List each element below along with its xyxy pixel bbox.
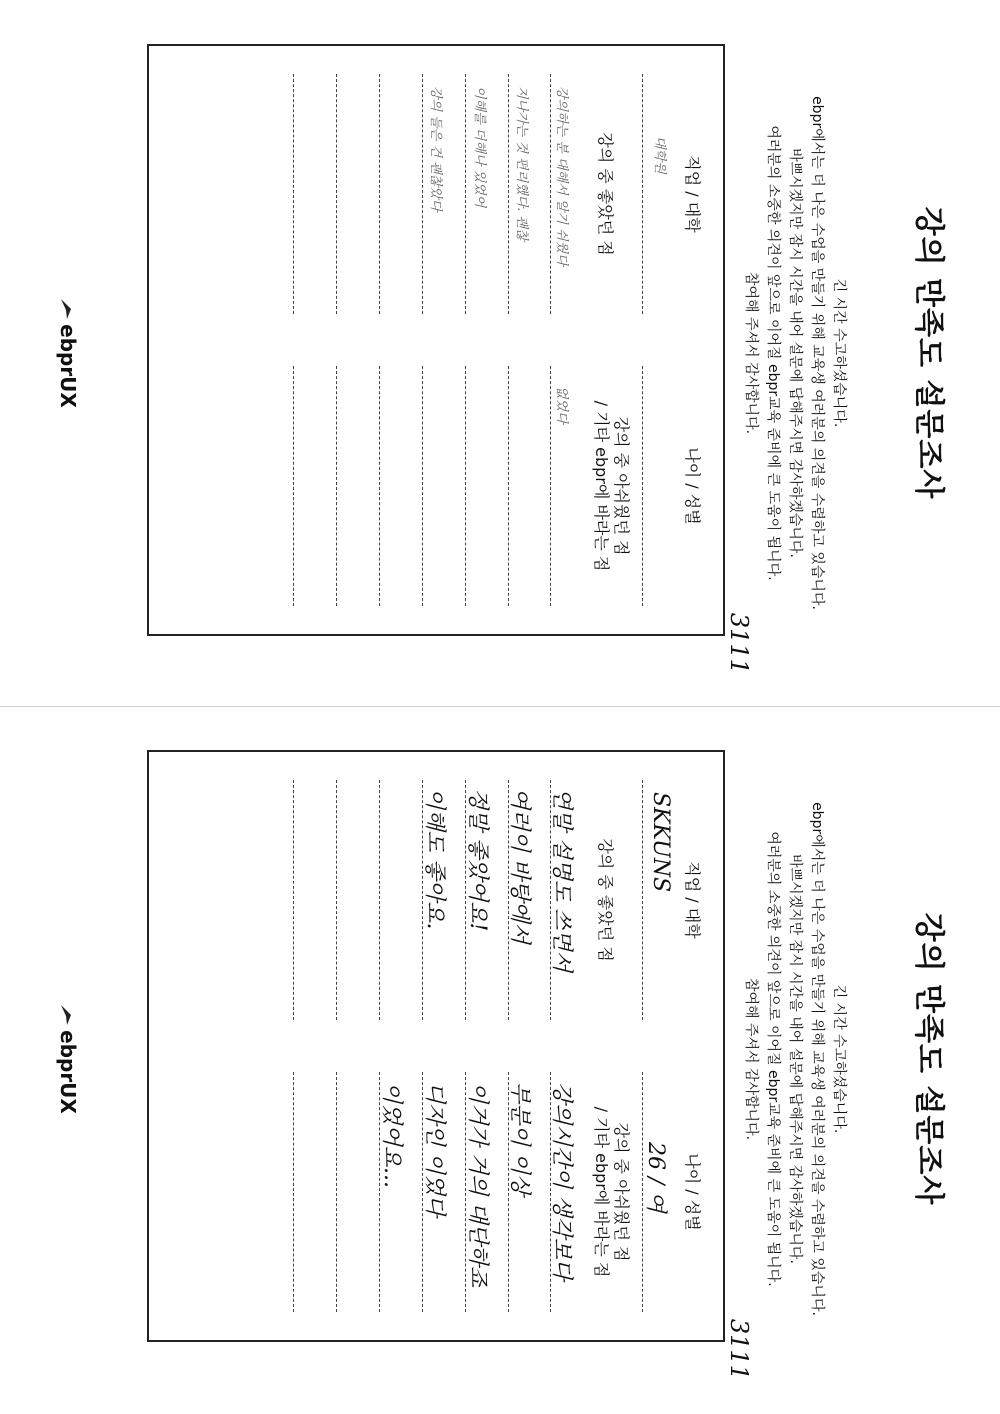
ebpr-logo — [56, 706, 80, 1412]
answer-age[interactable]: 26 / 여 — [643, 1142, 668, 1213]
label-bad-line-2: / 기타 ebpr에 바라는 점 — [592, 400, 611, 572]
label-bad-line-1: 강의 중 아쉬웠던 점 — [612, 1122, 631, 1262]
answer-good-line[interactable]: 강의 들은 건 괜찮았다 — [428, 86, 443, 212]
answer-line — [379, 1072, 380, 1312]
answer-good-line[interactable]: 여러이 바탕에서 — [507, 788, 532, 944]
label-bad — [591, 366, 631, 606]
answer-line — [293, 1072, 294, 1312]
logo-text: ebprUX — [56, 1030, 80, 1114]
intro-line: 참여해 주셔서 감사합니다. — [743, 977, 759, 1141]
answer-line — [550, 780, 551, 1020]
survey-sheet-2 — [0, 706, 1000, 1412]
answer-line — [508, 366, 509, 606]
answer-bad-line[interactable]: 이거가 거의 대단하죠 — [465, 1082, 490, 1288]
answer-line — [642, 74, 643, 314]
answer-line — [465, 1072, 466, 1312]
survey-intro — [740, 766, 850, 1352]
logo-text: ebprUX — [56, 324, 80, 408]
answer-line — [336, 1072, 337, 1312]
corner-mark: 3111 — [725, 612, 753, 674]
bird-logo-icon — [60, 298, 74, 320]
intro-line: ebpr에서는 더 나은 수업을 만들기 위해 교육생 여러분의 의견을 수렴하고 있습니다. — [809, 96, 825, 610]
label-bad-line-1: 강의 중 아쉬웠던 점 — [612, 416, 631, 556]
answer-good-line[interactable]: 이해도 좋아요. — [422, 788, 447, 930]
answer-line — [465, 780, 466, 1020]
answer-bad-line[interactable]: 이었어요... — [379, 1082, 404, 1188]
intro-line: 긴 시간 수고하셨습니다. — [831, 984, 847, 1134]
answer-line — [642, 1072, 643, 1312]
answer-job[interactable]: 대학원 — [652, 136, 667, 174]
answer-good-line[interactable]: 강의하는 분 대해서 알기 쉬웠다 — [554, 86, 569, 266]
answer-bad-line[interactable]: 디자인 이었다 — [422, 1082, 447, 1217]
answer-bad-line[interactable]: 부분이 이상 — [507, 1082, 532, 1196]
answer-good-line[interactable]: 정말 좋았어요! — [465, 788, 490, 932]
answer-line — [422, 366, 423, 606]
label-age: 나이 / 성별 — [683, 447, 702, 525]
answer-line — [379, 366, 380, 606]
answer-line — [465, 366, 466, 606]
label-good: 강의 중 좋았던 점 — [596, 132, 615, 256]
answer-line — [550, 366, 551, 606]
label-age: 나이 / 성별 — [683, 1153, 702, 1231]
answer-line — [422, 74, 423, 314]
survey-intro — [740, 60, 850, 646]
survey-title: 강의 만족도 설문조사 — [911, 912, 946, 1206]
answer-line — [642, 780, 643, 1020]
intro-line: 여러분의 소중한 의견이 앞으로 이어질 ebpr교육 준비에 큰 도움이 됩니다. — [765, 125, 781, 581]
label-bad-line-2: / 기타 ebpr에 바라는 점 — [592, 1106, 611, 1278]
answer-line — [508, 780, 509, 1020]
ebpr-logo — [56, 0, 80, 706]
answer-line — [550, 1072, 551, 1312]
intro-line: 바쁘시겠지만 잠시 시간을 내어 설문에 답해주시면 감사하겠습니다. — [787, 148, 803, 558]
answer-job[interactable]: SKKUNS — [648, 792, 673, 893]
answer-good-line[interactable]: 연말 설명도 쓰면서 — [549, 788, 574, 973]
intro-line: 여러분의 소중한 의견이 앞으로 이어질 ebpr교육 준비에 큰 도움이 됩니다. — [765, 831, 781, 1287]
answer-line — [508, 1072, 509, 1312]
survey-title: 강의 만족도 설문조사 — [911, 206, 946, 500]
survey-sheet-1 — [0, 0, 1000, 706]
answer-good-line[interactable]: 이해를 더해나 있었어 — [472, 86, 487, 208]
corner-mark: 3111 — [725, 1318, 753, 1380]
label-bad — [591, 1072, 631, 1312]
answer-line — [379, 74, 380, 314]
label-job: 직업 / 대학 — [683, 861, 702, 939]
label-good: 강의 중 좋았던 점 — [596, 838, 615, 962]
answer-line — [293, 366, 294, 606]
intro-line: 참여해 주셔서 감사합니다. — [743, 271, 759, 435]
answer-line — [465, 74, 466, 314]
answer-line — [379, 780, 380, 1020]
answer-line — [422, 1072, 423, 1312]
answer-bad-line[interactable]: 강의시간이 생각보다 — [549, 1082, 574, 1281]
answer-line — [508, 74, 509, 314]
answer-line — [336, 780, 337, 1020]
answer-good-line[interactable]: 지나가는 것 편리했다. 괜찮 — [514, 86, 529, 241]
answer-line — [422, 780, 423, 1020]
answer-line — [336, 74, 337, 314]
intro-line: 바쁘시겠지만 잠시 시간을 내어 설문에 답해주시면 감사하겠습니다. — [787, 854, 803, 1264]
answer-line — [293, 780, 294, 1020]
intro-line: 긴 시간 수고하셨습니다. — [831, 278, 847, 428]
answer-line — [642, 366, 643, 606]
bird-logo-icon — [60, 1004, 74, 1026]
label-job: 직업 / 대학 — [683, 155, 702, 233]
answer-line — [550, 74, 551, 314]
answer-line — [336, 366, 337, 606]
intro-line: ebpr에서는 더 나은 수업을 만들기 위해 교육생 여러분의 의견을 수렴하고 있습니다. — [809, 802, 825, 1316]
answer-line — [293, 74, 294, 314]
answer-bad-line[interactable]: 없었다 — [554, 386, 569, 424]
